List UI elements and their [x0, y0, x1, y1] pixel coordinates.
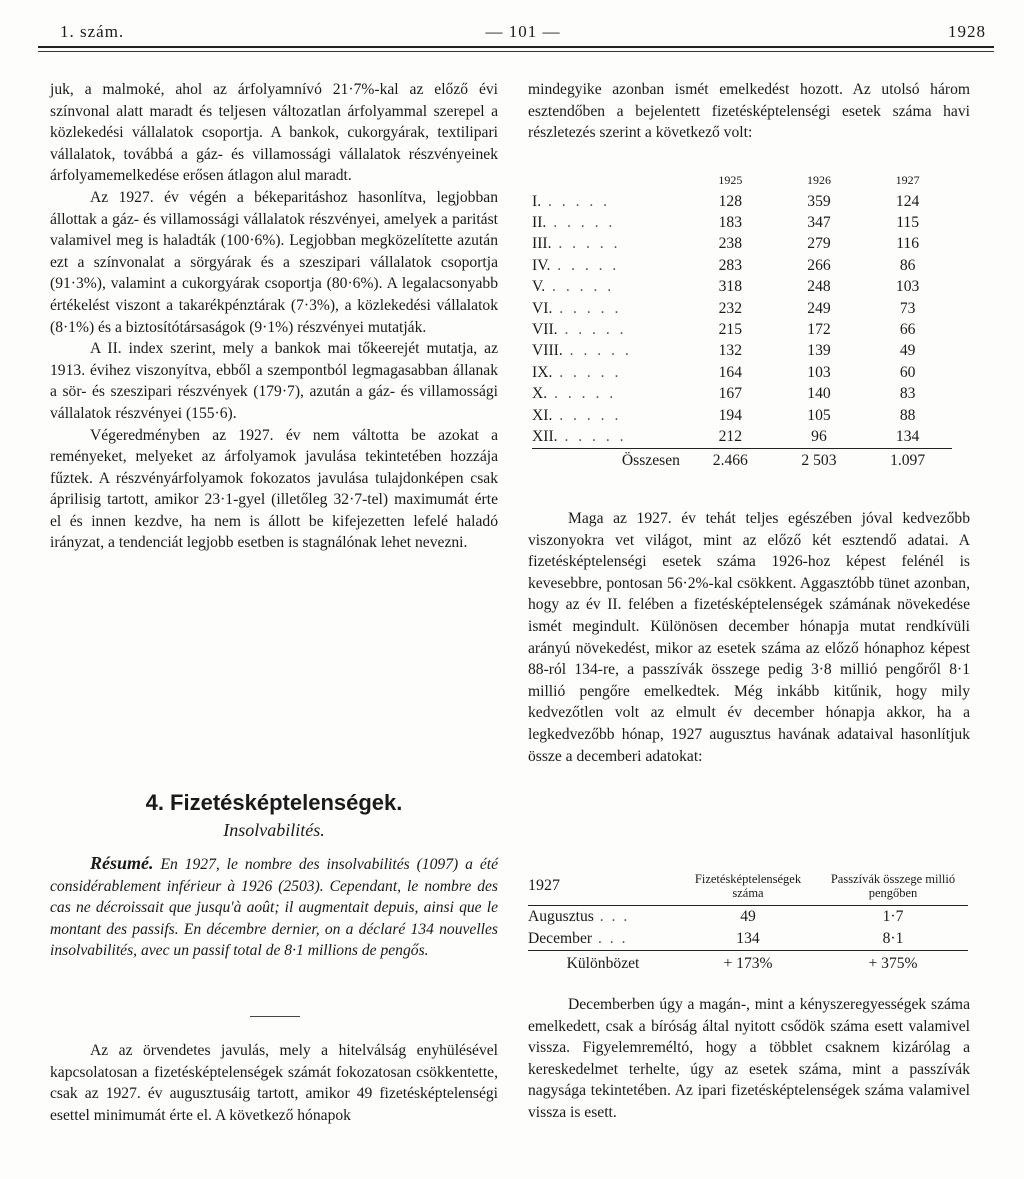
table-row: V. . . . . . 318 248 103 [532, 278, 920, 296]
table-row: XII. . . . . . 212 96 134 [532, 426, 952, 448]
column-header: Passzívák összege millió pengőben [818, 867, 968, 906]
paragraph: Az 1927. év végén a békeparitáshoz hasonlítva, legjobban állottak a gáz- és villamossági vállalatok részvényei, amelyek a paritást valamivel meg is haladták (100·6%). Legjobban megközelítette azután ezt a színvonalat a sörgyárak és a szeszipari vállalatok csoportja (91·3%), valamint a cukorgyárak csoportja (80·6%). A legalacsonyabb értékelést viszont a takarékpénztárak (7·3%), a közlekedési vállalatok (8·1%) és a biztosítótársaságok (9·1%) részvényei mutatják. [50, 188, 498, 336]
resume-text: En 1927, le nombre des insolvabilités (1097) a été considérablement inférieur à 1926 (2503). Cependant, le nombre des cas ne décroissait que jusqu'à août; il augmentait depuis, ainsi que le montant des passifs. En décembre dernier, on a déclaré 134 nouvelles insolvabilités, avec un passif total de 8·1 millions de pengős. [50, 856, 498, 959]
table-row: X. . . . . . 167 140 83 [532, 385, 916, 403]
table-row: December . . . 134 8·1 [528, 928, 968, 951]
year-header: 1926 [806, 172, 831, 187]
table-row: Augusztus . . . 49 1·7 [528, 908, 904, 925]
paragraph: mindegyike azonban ismét emelkedést hozott. Az utolsó három esztendőben a bejelentett fizetésképtelenségi esetek száma havi részletezés szerint a következő volt: [528, 81, 970, 142]
paragraph: Maga az 1927. év tehát teljes egészében jóval kedvezőbb viszonyokra vet világot, mint az előző két esztendő adatai. A fizetésképtelenségi esetek száma 1926-hoz képest felénél is kevesebbre, pontosan 56·2%-kal csökkent. Aggasztóbb tünet azonban, hogy az év II. felében a fizetésképtelenségek számának növekedése ismét megindult. Különösen december hónapja mutat rendkívüli arányú növekedést, mikor az esetek száma az előző hónaphoz képest 88-ról 134-re, a passzívák összege pedig 3·8 millió pengőről 8·1 millió pengőre emelkedtek. Még inkább kitűnik, hogy mily kedvezőtlen volt az elmult év december hónapja akkor, ha a legkedvezőbb hónap, 1927 augusztus havának adataival hasonlítjuk össze a decemberi adatokat: [528, 510, 970, 765]
page-header [60, 14, 986, 44]
year-header: 1925 [718, 172, 743, 187]
table-row: IX. . . . . . 164 103 60 [532, 363, 916, 381]
monthly-insolvency-table [532, 169, 952, 472]
left-column [50, 79, 498, 554]
resume-block [50, 853, 498, 962]
difference-row: Különbözet + 173% + 375% [566, 955, 918, 972]
header-rule-thick [38, 46, 994, 48]
paragraph: Decemberben úgy a magán-, mint a kényszeregyességek száma emelkedett, csak a bíróság által nyitott csődök száma esett valamivel vissza. Figyelemreméltó, hogy a többlet csaknem kizárólag a kereskedelmet terhelte, úgy az esetek száma, mint a passzívák nagysága tekintetében. Az ipari fizetésképtelenségek száma valamivel vissza is esett. [528, 996, 970, 1121]
total-row: Összesen 2.466 2 503 1.097 [532, 448, 952, 472]
right-column-tail [528, 994, 970, 1124]
right-column [528, 79, 970, 144]
page-number: — 101 — [485, 22, 561, 41]
paragraph: Az az örvendetes javulás, mely a hitelválság enyhülésével kapcsolatosan a fizetésképtelenségek számát fokozatosan csökkentette, csak az 1927. év augusztusáig tartott, amikor 49 fizetésképtelenségi esettel minimumát érte el. A következő hónapok [50, 1042, 498, 1124]
table-row: VIII. . . . . . 132 139 49 [532, 342, 916, 360]
section-subheading: Insolvabilités. [223, 820, 325, 840]
section-heading: 4. Fizetésképtelenségek. [145, 790, 403, 815]
paragraph: A II. index szerint, mely a bankok mai tőkeerejét mutatja, az 1913. évihez viszonyítva, ebből a szempontból legmagasabban állanak a sör- és szeszipari részvények (179·7), azután a gáz- és villamossági vállalatok részvényei (155·6). [50, 340, 498, 422]
year: 1928 [948, 22, 986, 41]
left-column-tail [50, 1040, 498, 1126]
table-row: I. . . . . . 128 359 124 [532, 192, 920, 210]
issue-number: 1. szám. [60, 22, 125, 41]
resume-label: Résumé. [90, 853, 154, 873]
table-row: VI. . . . . . 232 249 73 [532, 299, 916, 317]
paragraph: Végeredményben az 1927. év nem váltotta be azokat a reményeket, melyeket az árfolyamok javulása tekintetében hozzája fűztek. A részvényárfolyamok fokozatos javulása tulajdonképen csak áprilisig tartott, amikor 23·1-gyel (illetőleg 32·7-tel) maximumát érte el és innen kezdve, ha nem is állott be kifejezetten lefelé haladó irányzat, a tendenciát legjobb esetben is stagnálónak lehet nevezni. [50, 426, 498, 552]
table-row: VII. . . . . . 215 172 66 [532, 321, 916, 339]
header-rule-thin [38, 51, 994, 52]
column-header: Fizetésképtelenségek száma [678, 867, 818, 906]
table-row: II. . . . . . 183 347 115 [532, 214, 920, 232]
table-year: 1927 [528, 867, 678, 906]
comparison-table [528, 867, 968, 977]
right-column-middle [528, 508, 970, 767]
paragraph: juk, a malmoké, ahol az árfolyamnívó 21·7%-kal az előző évi színvonal alatt maradt és teljesen változatlan árfolyammal szerepel a közlekedési vállalatok csoportja. A bankok, cukorgyárak, textilipari vállalatok, továbbá a gáz- és villamossági vállalatok részvényeinek árfolyamemelkedése erősen átlagon alul maradt. [50, 81, 498, 185]
table-row: XI. . . . . . 194 105 88 [532, 406, 916, 424]
table-row: IV. . . . . . 283 266 86 [532, 256, 916, 274]
separator-rule [250, 1016, 300, 1017]
year-header: 1927 [895, 172, 920, 187]
table-row: III. . . . . . 238 279 116 [532, 235, 920, 253]
total-label: Összesen [621, 452, 680, 470]
